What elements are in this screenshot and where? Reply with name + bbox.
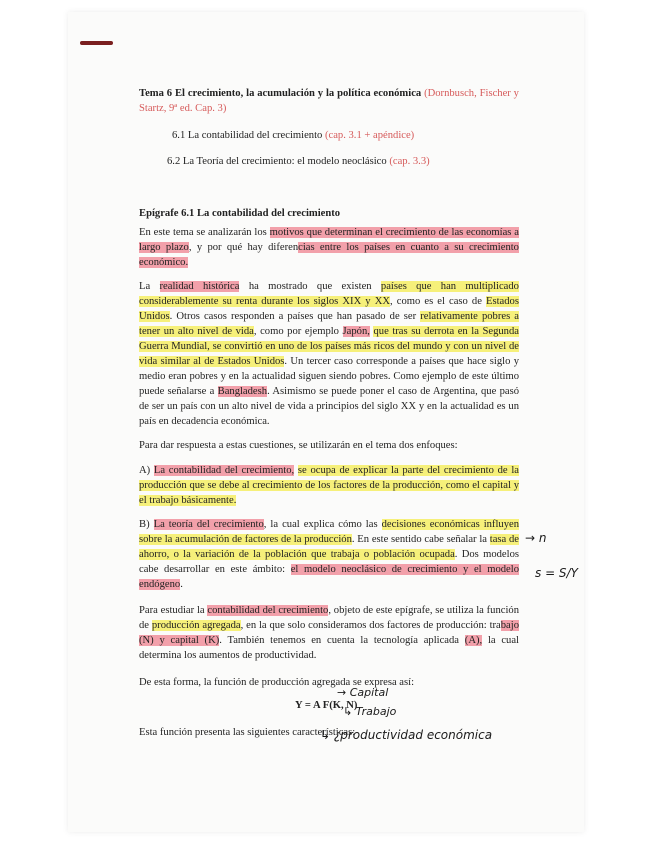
header-title <box>139 86 519 116</box>
highlight-tasa: tasa de ahorro, o la variación de la población que trabaja o población ocupada <box>139 534 519 560</box>
paragraph-b: B) La teoría del crecimiento, la cual explica cómo las decisiones económicas influyen sobre la acumulación de factores de la producción. En este sentido cabe señalar la tasa de ahorro, o la variación de la población que trabaja o población ocupada. Dos modelos cabe desarrollar en este ámbito: el modelo neoclásico de crecimiento y el modelo endógeno. <box>139 519 520 590</box>
paragraph-estudio: Para estudiar la contabilidad del crecimiento, objeto de este epígrafe, se utiliza la función de producción agregada, en la que solo consideramos dos factores de producción: trabajo (N) y capital (K). También tenemos en cuenta la tecnología aplicada (A), la cual determina los aumentos de productividad. <box>139 605 520 661</box>
handwritten-savings-rate: s = S/Y <box>535 566 578 580</box>
highlight-teoria: La teoría del crecimiento <box>153 519 264 530</box>
highlight-factores: bajo (N) y capital (K) <box>139 620 519 646</box>
handwritten-capital: → Capital <box>337 686 389 699</box>
handwritten-trabajo: ↳ Trabajo <box>343 705 397 718</box>
paragraph-a: A) La contabilidad del crecimiento, se ocupa de explicar la parte del crecimiento de la producción que se debe al crecimiento de los factores de la producción, como el capital y el trabajo básicamente. <box>139 465 519 506</box>
paragraph-funcion: De esta forma, la función de producción agregada se expresa así: <box>139 677 415 688</box>
paragraph-historia: La realidad histórica ha mostrado que existen países que han multiplicado considerablemente su renta durante los siglos XIX y XX, como es el caso de Estados Unidos. Otros casos responden a países que han pasado de ser relativamente pobres a tener un alto nivel de vida, como por ejemplo Japón, que tras su derrota en la Segunda Guerra Mundial, se convirtió en uno de los países más ricos del mundo y con un nivel de vida similar al de Estados Unidos. Un tercer caso corresponde a países que hace siglo y medio eran pobres y en la actualidad siguen siendo pobres. Como ejemplo de este último puede señalarse a Bangladesh. Asimismo se puede poner el caso de Argentina, que pasó de ser un país con un alto nivel de vida a principios del siglo XX y en la actualidad es un país en decadencia económica. <box>139 281 519 427</box>
section-title: Epígrafe 6.1 La contabilidad del crecimiento <box>139 208 341 219</box>
highlight-diferencias: cias entre los países en cuanto a su crecimiento económico. <box>139 242 519 268</box>
title-reference: (Dornbusch, Fischer y Startz, 9ª ed. Cap. 3) <box>139 88 519 114</box>
production-formula: Y = A F(K, N) <box>295 700 358 711</box>
highlight-contabilidad: La contabilidad del crecimiento, <box>153 465 295 476</box>
paragraph-intro: En este tema se analizarán los motivos que determinan el crecimiento de las economías a largo plazo, y por qué hay diferencias entre los países en cuanto a su crecimiento económico. <box>139 227 519 268</box>
highlight-motivos: motivos que determinan el crecimiento de las economías a largo plazo <box>139 227 519 253</box>
highlight-bangladesh: Bangladesh <box>217 386 268 397</box>
highlight-modelos: el modelo neoclásico de crecimiento y el modelo endógeno <box>139 564 520 590</box>
highlight-japon: Japón, <box>342 326 370 337</box>
handwritten-arrow-n: → n <box>525 531 547 545</box>
paragraph-enfoques: Para dar respuesta a estas cuestiones, se utilizarán en el tema dos enfoques: <box>139 440 458 451</box>
subsection-1: 6.1 La contabilidad del crecimiento (cap. 3.1 + apéndice) <box>172 130 415 141</box>
highlight-pobres: relativamente pobres a tener un alto nivel de vida <box>139 311 519 337</box>
highlight-realidad: realidad histórica <box>159 281 240 292</box>
highlight-tecnologia: (A), <box>464 635 483 646</box>
highlight-contabilidad-2: contabilidad del crecimiento <box>207 605 329 616</box>
highlight-produccion: producción agregada <box>151 620 241 631</box>
handwritten-productividad: ↳ ¿productividad económica <box>320 728 493 742</box>
highlight-eeuu: Estados Unidos <box>139 296 519 322</box>
highlight-paises: países que han multiplicado considerablemente su renta durante los siglos XIX y XX <box>139 281 519 307</box>
title-main: Tema 6 El crecimiento, la acumulación y la política económica <box>139 88 422 99</box>
subsection-2: 6.2 La Teoría del crecimiento: el modelo neoclásico (cap. 3.3) <box>167 156 430 167</box>
highlight-definicion-a: se ocupa de explicar la parte del crecimiento de la producción que se debe al crecimiento de los factores de la producción, como el capital y el trabajo básicamente. <box>139 465 519 506</box>
highlight-decisiones: decisiones económicas influyen sobre la acumulación de factores de la producción <box>139 519 519 545</box>
paragraph-caracteristicas: Esta función presenta las siguientes características: <box>139 727 356 738</box>
red-pen-mark <box>80 41 113 45</box>
highlight-derrota: que tras su derrota en la Segunda Guerra Mundial, se convirtió en uno de los países más ricos del mundo y con un nivel de vida similar al de Estados Unidos <box>139 326 519 367</box>
